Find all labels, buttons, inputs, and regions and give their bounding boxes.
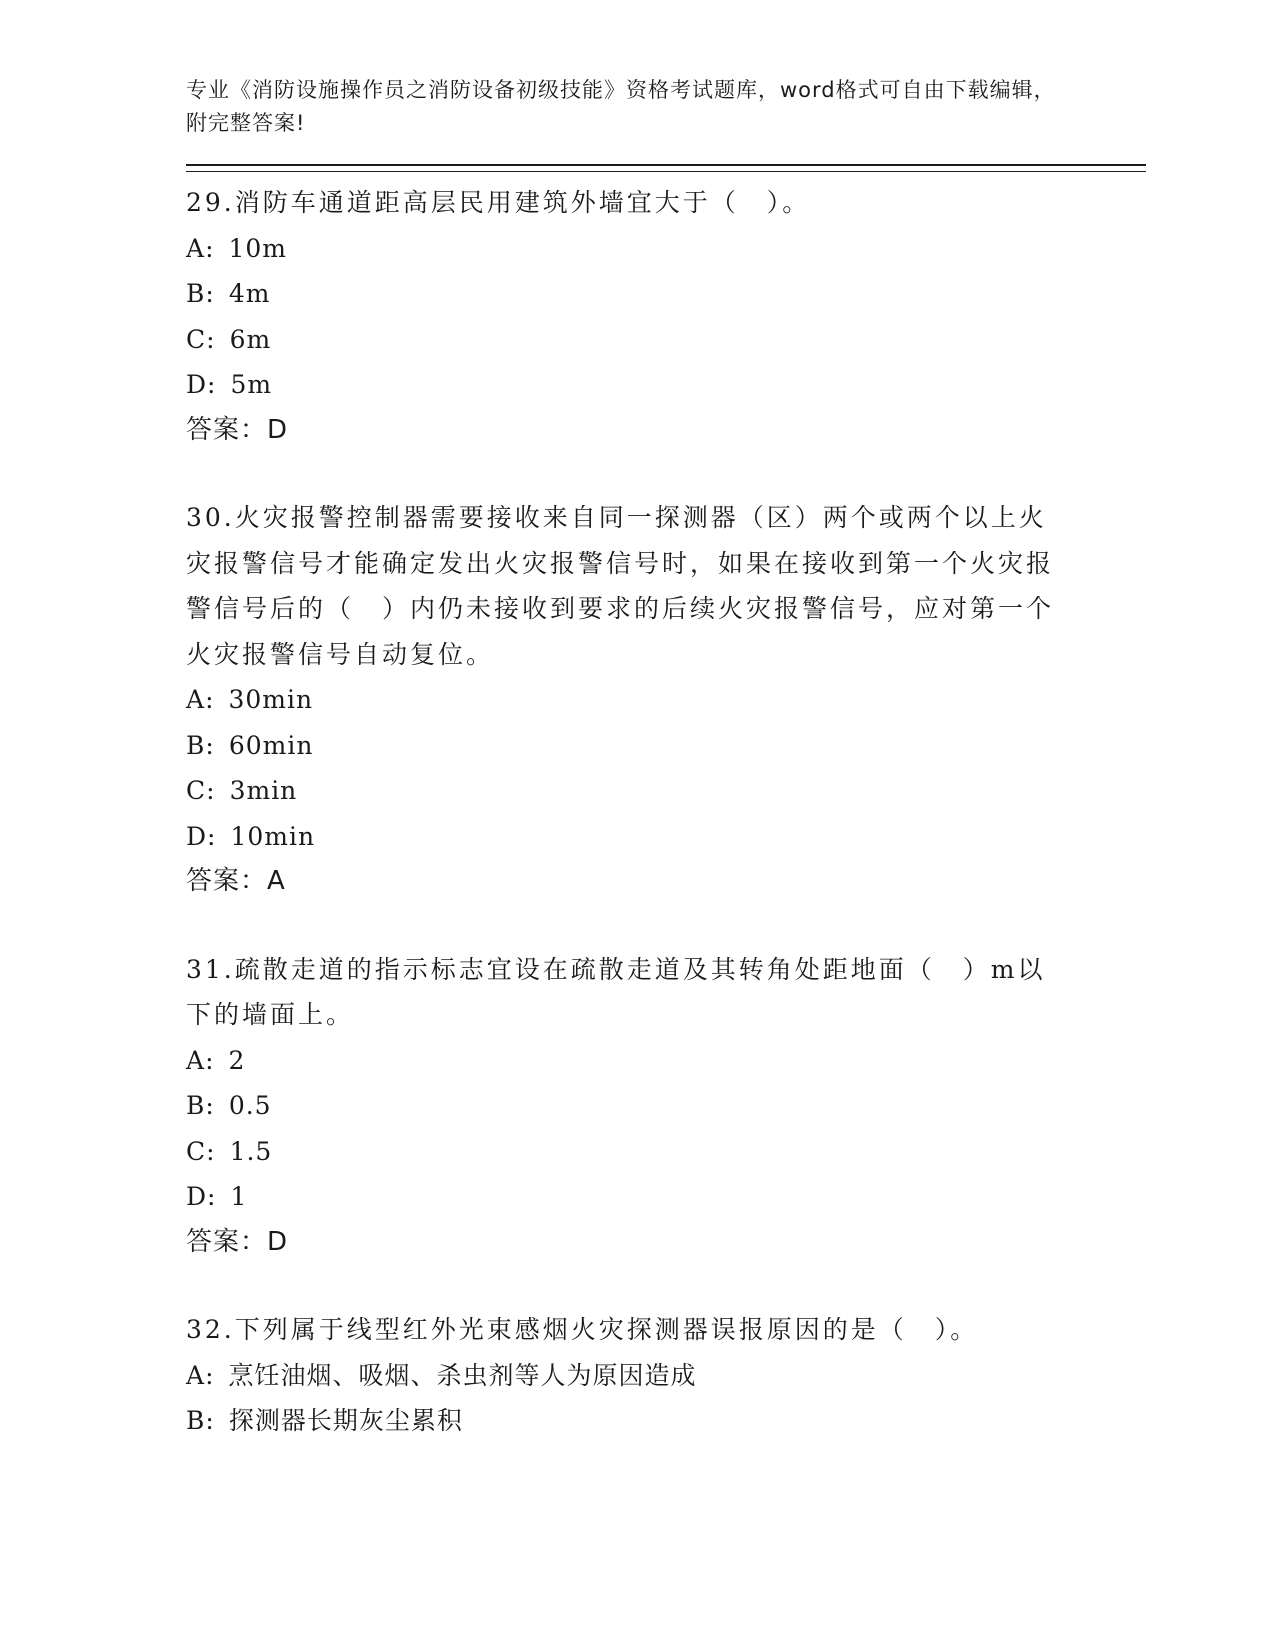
question-30 (186, 495, 1146, 905)
option-d: D: 10min (186, 821, 316, 851)
answer-line: 答案：D (186, 1226, 289, 1257)
question-29 (186, 180, 1146, 453)
option-b: B: 60min (186, 730, 314, 760)
option-d: D: 1 (186, 1182, 248, 1211)
option-b: B: 4m (186, 279, 271, 308)
option-c: C: 6m (186, 324, 272, 354)
question-text: 30.火灾报警控制器需要接收来自同一探测器（区）两个或两个以上火灾报警信号才能确定发出火灾报警信号时，如果在接收到第一个火灾报警信号后的（ ）内仍未接收到要求的后续火灾报警信号，应对第一个火灾报警信号自动复位。 (186, 503, 1055, 669)
question-31 (186, 947, 1146, 1266)
question-text: 29.消防车通道距高层民用建筑外墙宜大于（ ）。 (186, 188, 811, 217)
option-a: A: 2 (186, 1045, 246, 1075)
question-text: 32.下列属于线型红外光束感烟火灾探测器误报原因的是（ ）。 (186, 1315, 979, 1344)
option-b: B: 0.5 (186, 1091, 272, 1120)
option-c: C: 1.5 (186, 1136, 273, 1166)
answer-line: 答案：A (186, 866, 286, 896)
document-header: 专业《消防设施操作员之消防设备初级技能》资格考试题库，word格式可自由下载编辑，附完整答案! (186, 78, 1056, 135)
answer-line: 答案：D (186, 414, 289, 445)
option-d: D: 5m (186, 370, 273, 399)
header-divider (186, 164, 1146, 172)
option-a: A: 烹饪油烟、吸烟、杀虫剂等人为原因造成 (186, 1360, 697, 1390)
option-c: C: 3min (186, 776, 298, 805)
document-page (186, 74, 1146, 1486)
option-a: A: 10m (186, 233, 288, 263)
question-text: 31.疏散走道的指示标志宜设在疏散走道及其转角处距地面（ ）m以下的墙面上。 (186, 954, 1046, 1029)
option-b: B: 探测器长期灰尘累积 (186, 1406, 463, 1435)
option-a: A: 30min (186, 685, 314, 714)
question-list (186, 180, 1146, 1444)
question-32 (186, 1307, 1146, 1444)
